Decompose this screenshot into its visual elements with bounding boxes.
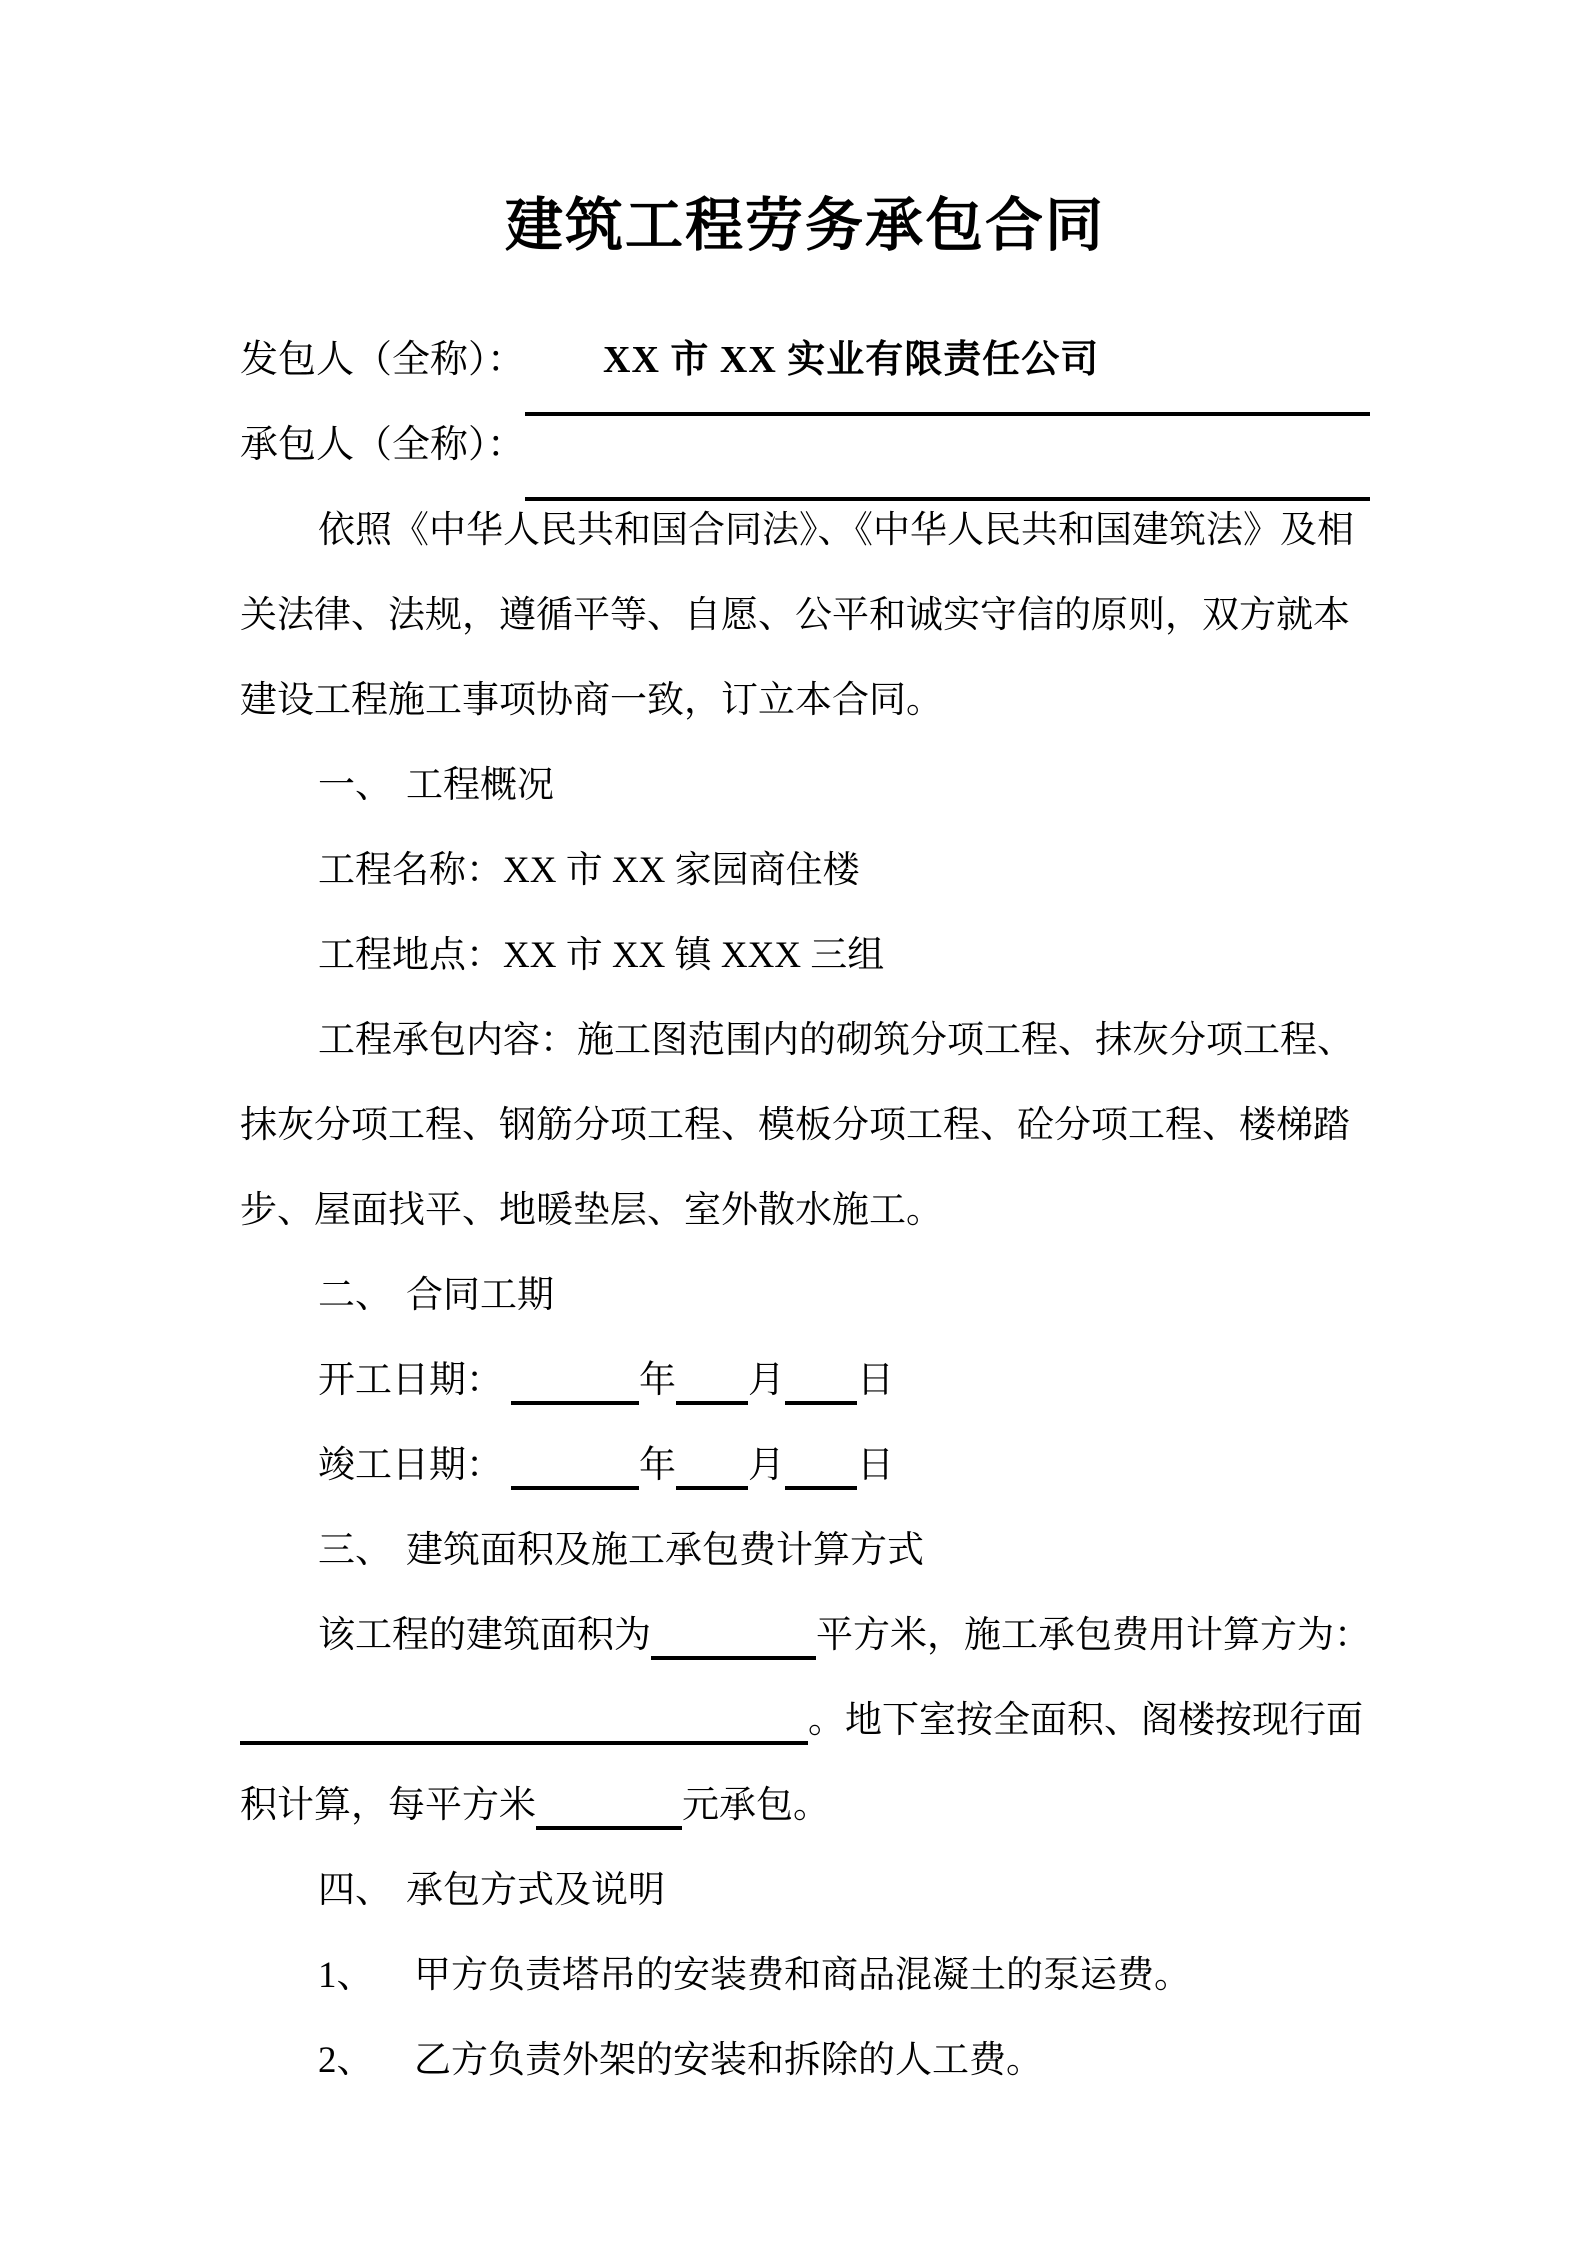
calc-method-blank <box>240 1741 808 1745</box>
calc-suffix: 。地下室按全面积、阁楼按现行面 <box>808 1700 1363 1741</box>
year-label: 年 <box>639 1360 676 1401</box>
list-item <box>240 2018 1370 2103</box>
section4-number: 四、 <box>318 1870 392 1911</box>
section3-heading-row <box>240 1508 1370 1593</box>
contractor-row <box>240 403 1370 488</box>
unit-price-row <box>240 1763 1370 1848</box>
preamble-line-1: 依照《中华人民共和国合同法》、《中华人民共和国建筑法》及相 <box>318 510 1354 551</box>
employer-name: XX 市 XX 实业有限责任公司 <box>603 339 1100 381</box>
price-prefix: 积计算，每平方米 <box>240 1785 536 1826</box>
finish-day-blank <box>785 1486 857 1490</box>
start-year-blank <box>511 1401 639 1405</box>
preamble-line-2: 关法律、法规，遵循平等、自愿、公平和诚实守信的原则，双方就本 <box>240 595 1350 636</box>
section3-heading: 建筑面积及施工承包费计算方式 <box>406 1530 924 1571</box>
item-2-text: 乙方负责外架的安装和拆除的人工费。 <box>414 2040 1043 2081</box>
price-suffix: 元承包。 <box>682 1785 830 1826</box>
start-date-label: 开工日期： <box>318 1360 503 1401</box>
month-label: 月 <box>748 1445 785 1486</box>
price-blank <box>536 1826 682 1830</box>
scope-line-1: 工程承包内容：施工图范围内的砌筑分项工程、抹灰分项工程、 <box>318 1020 1354 1061</box>
employer-row <box>240 318 1370 403</box>
section2-number: 二、 <box>318 1275 392 1316</box>
start-date-row <box>240 1338 1370 1423</box>
finish-date-row <box>240 1423 1370 1508</box>
building-area-row <box>240 1593 1370 1678</box>
preamble-line-3: 建设工程施工事项协商一致，订立本合同。 <box>240 680 943 721</box>
employer-name-underline <box>525 318 1370 416</box>
contractor-name-underline <box>525 403 1370 501</box>
section2-heading: 合同工期 <box>406 1275 554 1316</box>
area-suffix: 平方米，施工承包费用计算方为： <box>816 1615 1371 1656</box>
project-site-line: 工程地点：XX 市 XX 镇 XXX 三组 <box>318 935 885 976</box>
year-label: 年 <box>639 1445 676 1486</box>
employer-label: 发包人（全称）： <box>240 339 526 381</box>
finish-date-label: 竣工日期： <box>318 1445 503 1486</box>
contractor-name <box>525 424 603 466</box>
start-month-blank <box>676 1401 748 1405</box>
contractor-label: 承包人（全称）： <box>240 424 526 466</box>
area-blank <box>651 1656 816 1660</box>
finish-month-blank <box>676 1486 748 1490</box>
section3-number: 三、 <box>318 1530 392 1571</box>
section4-heading: 承包方式及说明 <box>406 1870 665 1911</box>
month-label: 月 <box>748 1360 785 1401</box>
calc-method-row <box>240 1678 1370 1763</box>
item-2-number: 2、 <box>318 2040 374 2081</box>
scope-line-2: 抹灰分项工程、钢筋分项工程、模板分项工程、砼分项工程、楼梯踏 <box>240 1105 1350 1146</box>
item-1-number: 1、 <box>318 1955 374 1996</box>
section2-heading-row <box>240 1253 1370 1338</box>
document-title: 建筑工程劳务承包合同 <box>504 193 1105 258</box>
section1-heading: 工程概况 <box>406 765 554 806</box>
finish-year-blank <box>511 1486 639 1490</box>
section1-heading-row <box>240 743 1370 828</box>
item-1-text: 甲方负责塔吊的安装费和商品混凝土的泵运费。 <box>414 1955 1191 1996</box>
day-label: 日 <box>857 1360 894 1401</box>
day-label: 日 <box>857 1445 894 1486</box>
section4-heading-row <box>240 1848 1370 1933</box>
section1-number: 一、 <box>318 765 392 806</box>
scope-line-3: 步、屋面找平、地暖垫层、室外散水施工。 <box>240 1190 943 1231</box>
area-prefix: 该工程的建筑面积为 <box>318 1615 651 1656</box>
project-name-line: 工程名称：XX 市 XX 家园商住楼 <box>318 850 860 891</box>
list-item <box>240 1933 1370 2018</box>
start-day-blank <box>785 1401 857 1405</box>
